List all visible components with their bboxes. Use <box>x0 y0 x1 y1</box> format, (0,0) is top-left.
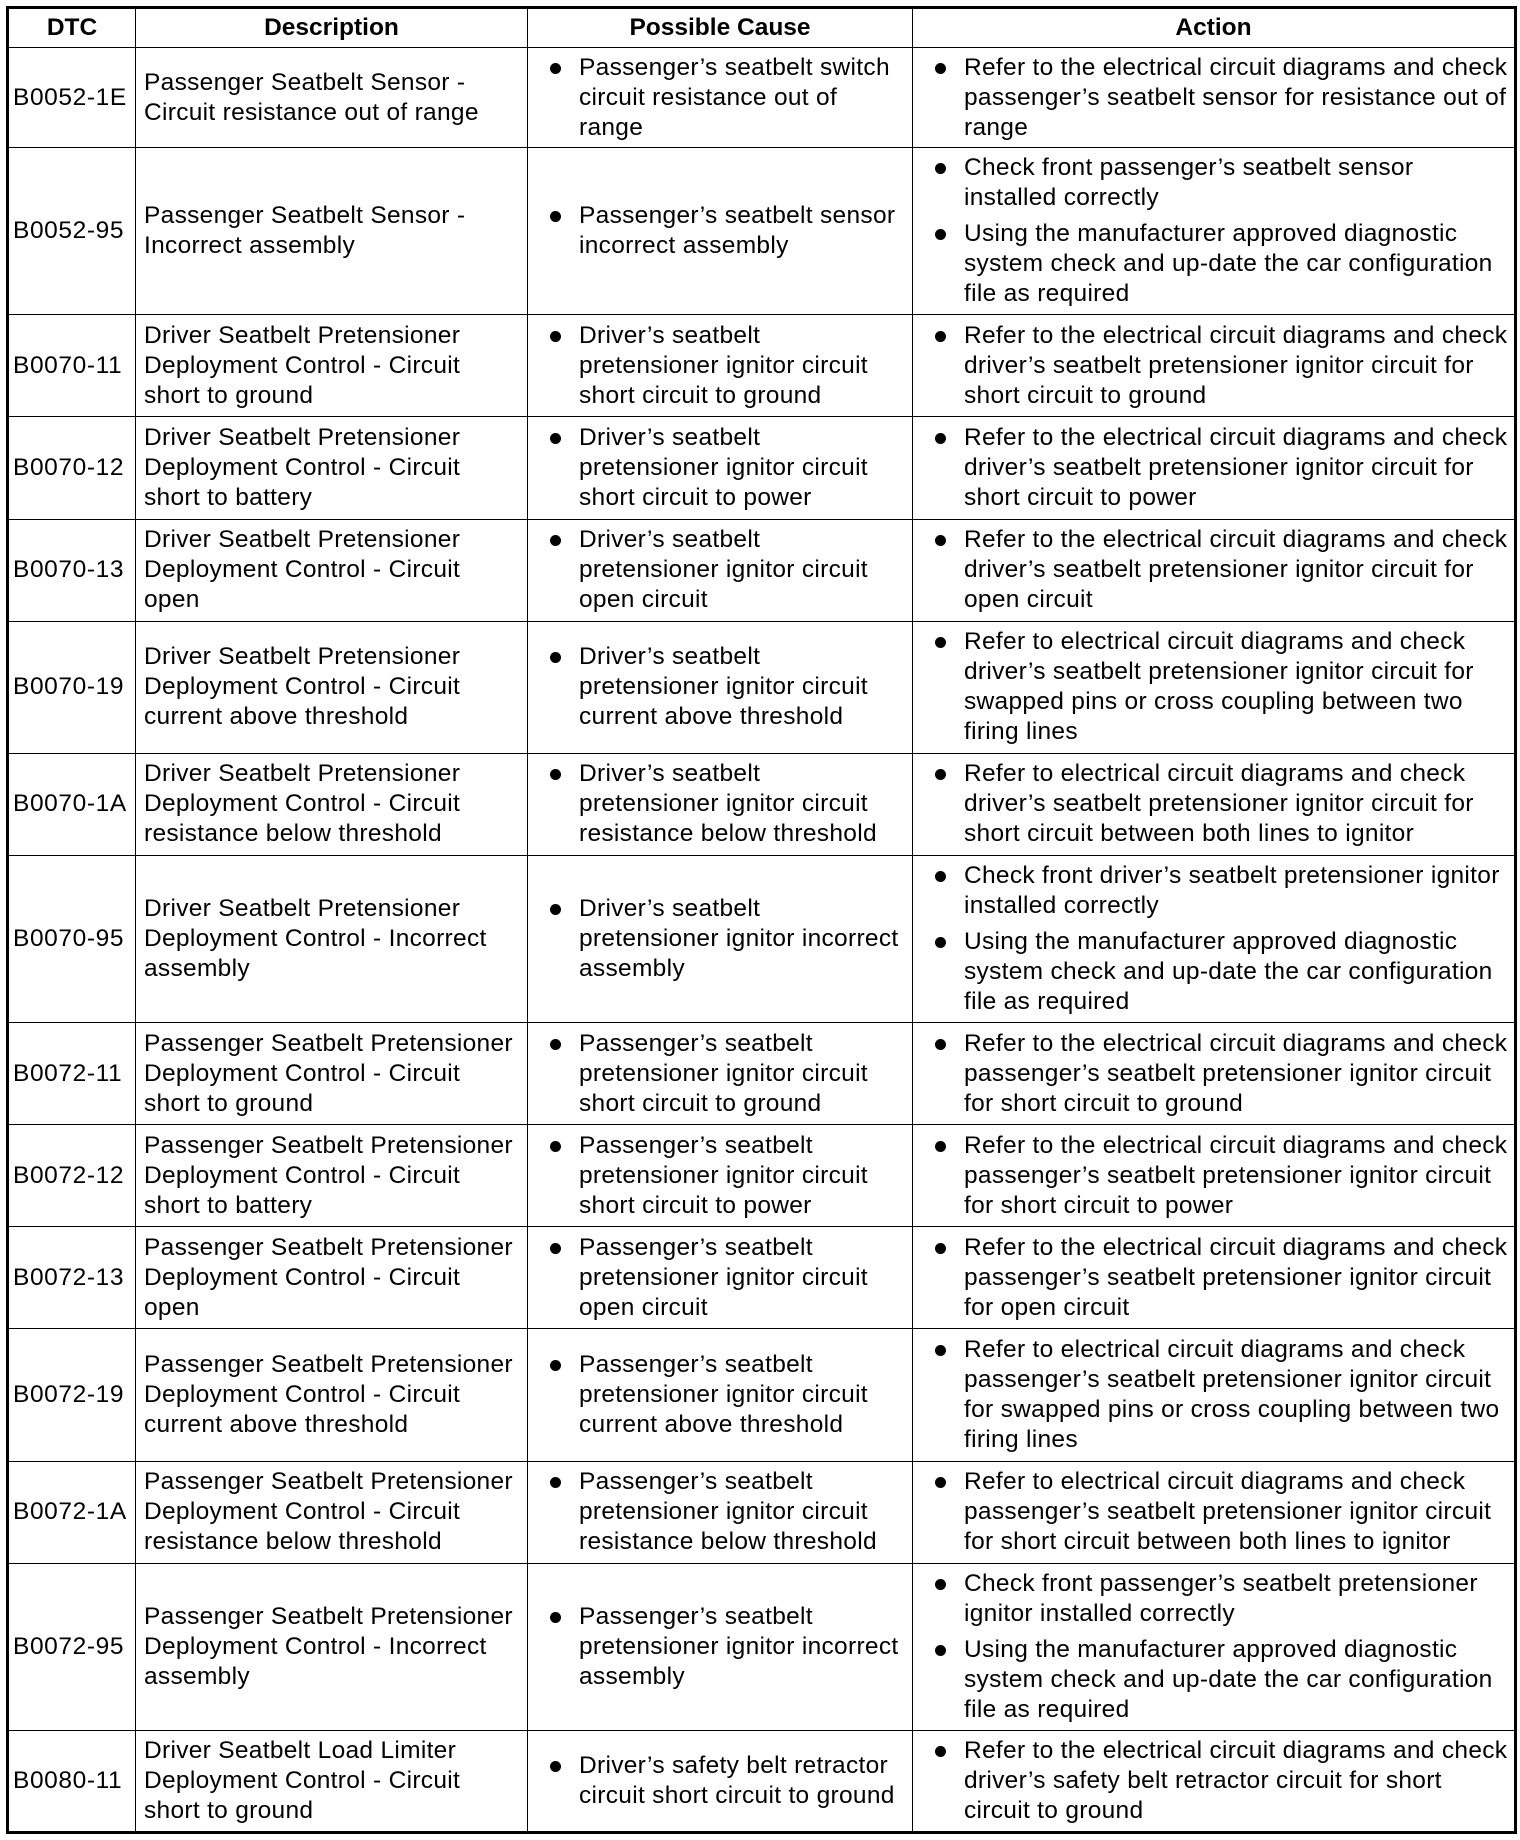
action-item: Check front passenger’s seatbelt sensor installed correctly <box>919 153 1508 213</box>
possible-cause-item: Passenger’s seatbelt pretensioner ignitor circuit short circuit to power <box>534 1131 906 1221</box>
table-row <box>8 1329 1516 1461</box>
bullet-list <box>919 1736 1508 1826</box>
table-row <box>8 1730 1516 1832</box>
possible-cause-item: Passenger’s seatbelt sensor incorrect assembly <box>534 201 906 261</box>
bullet-list <box>534 201 906 261</box>
cause-cell <box>528 519 913 621</box>
action-cell <box>913 48 1516 148</box>
dtc-description: Passenger Seatbelt Pretensioner Deployment Control - Circuit open <box>136 1227 528 1329</box>
action-item: Refer to the electrical circuit diagrams and check driver’s seatbelt pretensioner ignitor circuit for open circuit <box>919 525 1508 615</box>
dtc-code: B0070-1A <box>8 753 136 855</box>
header-action: Action <box>913 8 1516 48</box>
action-cell <box>913 1023 1516 1125</box>
header-dtc: DTC <box>8 8 136 48</box>
table-row <box>8 753 1516 855</box>
dtc-description: Driver Seatbelt Pretensioner Deployment Control - Circuit short to ground <box>136 315 528 417</box>
table-row <box>8 1227 1516 1329</box>
action-item: Refer to the electrical circuit diagrams and check driver’s seatbelt pretensioner ignitor circuit for short circuit to power <box>919 423 1508 513</box>
dtc-code: B0072-11 <box>8 1023 136 1125</box>
dtc-code: B0072-19 <box>8 1329 136 1461</box>
table-row <box>8 1563 1516 1730</box>
dtc-description: Passenger Seatbelt Pretensioner Deployment Control - Circuit short to ground <box>136 1023 528 1125</box>
cause-cell <box>528 48 913 148</box>
dtc-code: B0052-95 <box>8 148 136 315</box>
dtc-code: B0070-13 <box>8 519 136 621</box>
table-row <box>8 48 1516 148</box>
action-item: Refer to electrical circuit diagrams and check driver’s seatbelt pretensioner ignitor circuit for swapped pins or cross coupling between two firing lines <box>919 627 1508 747</box>
dtc-code: B0070-12 <box>8 417 136 519</box>
action-item: Refer to the electrical circuit diagrams and check passenger’s seatbelt pretensioner ignitor circuit for short circuit to power <box>919 1131 1508 1221</box>
action-cell <box>913 1730 1516 1832</box>
bullet-list <box>534 1602 906 1692</box>
table-row <box>8 519 1516 621</box>
possible-cause-item: Driver’s seatbelt pretensioner ignitor circuit open circuit <box>534 525 906 615</box>
bullet-list <box>534 642 906 732</box>
possible-cause-item: Driver’s seatbelt pretensioner ignitor circuit resistance below threshold <box>534 759 906 849</box>
action-item: Refer to the electrical circuit diagrams and check passenger’s seatbelt pretensioner ignitor circuit for open circuit <box>919 1233 1508 1323</box>
possible-cause-item: Passenger’s seatbelt switch circuit resistance out of range <box>534 53 906 143</box>
dtc-code: B0072-1A <box>8 1461 136 1563</box>
bullet-list <box>919 1569 1508 1725</box>
bullet-list <box>919 861 1508 1017</box>
dtc-code: B0072-95 <box>8 1563 136 1730</box>
possible-cause-item: Passenger’s seatbelt pretensioner ignitor circuit current above threshold <box>534 1350 906 1440</box>
dtc-description: Passenger Seatbelt Pretensioner Deployment Control - Circuit short to battery <box>136 1125 528 1227</box>
dtc-table <box>6 6 1517 1834</box>
dtc-code: B0070-11 <box>8 315 136 417</box>
bullet-list <box>919 759 1508 849</box>
action-cell <box>913 417 1516 519</box>
dtc-description: Passenger Seatbelt Sensor - Circuit resistance out of range <box>136 48 528 148</box>
dtc-description: Driver Seatbelt Pretensioner Deployment Control - Circuit current above threshold <box>136 621 528 753</box>
table-row <box>8 417 1516 519</box>
action-cell <box>913 1563 1516 1730</box>
dtc-description: Driver Seatbelt Pretensioner Deployment Control - Circuit short to battery <box>136 417 528 519</box>
action-cell <box>913 1125 1516 1227</box>
dtc-description: Driver Seatbelt Pretensioner Deployment Control - Circuit open <box>136 519 528 621</box>
possible-cause-item: Passenger’s seatbelt pretensioner ignitor circuit open circuit <box>534 1233 906 1323</box>
possible-cause-item: Passenger’s seatbelt pretensioner ignitor circuit short circuit to ground <box>534 1029 906 1119</box>
bullet-list <box>919 525 1508 615</box>
action-cell <box>913 1461 1516 1563</box>
action-item: Refer to electrical circuit diagrams and check driver’s seatbelt pretensioner ignitor circuit for short circuit between both lines to ignitor <box>919 759 1508 849</box>
dtc-code: B0070-19 <box>8 621 136 753</box>
bullet-list <box>919 1029 1508 1119</box>
bullet-list <box>534 759 906 849</box>
action-item: Refer to the electrical circuit diagrams and check passenger’s seatbelt pretensioner ignitor circuit for short circuit to ground <box>919 1029 1508 1119</box>
dtc-code: B0052-1E <box>8 48 136 148</box>
bullet-list <box>919 321 1508 411</box>
action-item: Using the manufacturer approved diagnostic system check and up-date the car configuration file as required <box>919 219 1508 309</box>
cause-cell <box>528 1329 913 1461</box>
possible-cause-item: Driver’s safety belt retractor circuit short circuit to ground <box>534 1751 906 1811</box>
action-item: Refer to electrical circuit diagrams and check passenger’s seatbelt pretensioner ignitor circuit for swapped pins or cross coupling between two firing lines <box>919 1335 1508 1455</box>
bullet-list <box>534 1029 906 1119</box>
dtc-description: Passenger Seatbelt Pretensioner Deployment Control - Circuit resistance below threshold <box>136 1461 528 1563</box>
bullet-list <box>919 53 1508 143</box>
bullet-list <box>919 1335 1508 1455</box>
cause-cell <box>528 1227 913 1329</box>
bullet-list <box>534 894 906 984</box>
dtc-code: B0070-95 <box>8 855 136 1022</box>
action-item: Refer to the electrical circuit diagrams and check passenger’s seatbelt sensor for resistance out of range <box>919 53 1508 143</box>
bullet-list <box>534 53 906 143</box>
dtc-description: Passenger Seatbelt Pretensioner Deployment Control - Incorrect assembly <box>136 1563 528 1730</box>
dtc-code: B0072-12 <box>8 1125 136 1227</box>
bullet-list <box>534 321 906 411</box>
dtc-description: Passenger Seatbelt Pretensioner Deployment Control - Circuit current above threshold <box>136 1329 528 1461</box>
bullet-list <box>919 627 1508 747</box>
action-item: Check front passenger’s seatbelt pretensioner ignitor installed correctly <box>919 1569 1508 1629</box>
table-row <box>8 621 1516 753</box>
cause-cell <box>528 1730 913 1832</box>
bullet-list <box>919 1233 1508 1323</box>
cause-cell <box>528 1125 913 1227</box>
bullet-list <box>919 423 1508 513</box>
bullet-list <box>534 1751 906 1811</box>
action-item: Refer to electrical circuit diagrams and check passenger’s seatbelt pretensioner ignitor circuit for short circuit between both lines to ignitor <box>919 1467 1508 1557</box>
bullet-list <box>534 525 906 615</box>
table-row <box>8 148 1516 315</box>
possible-cause-item: Driver’s seatbelt pretensioner ignitor circuit short circuit to ground <box>534 321 906 411</box>
bullet-list <box>534 1467 906 1557</box>
cause-cell <box>528 315 913 417</box>
action-cell <box>913 148 1516 315</box>
cause-cell <box>528 1461 913 1563</box>
bullet-list <box>534 1350 906 1440</box>
action-cell <box>913 315 1516 417</box>
action-item: Check front driver’s seatbelt pretensioner ignitor installed correctly <box>919 861 1508 921</box>
bullet-list <box>534 1233 906 1323</box>
action-cell <box>913 519 1516 621</box>
possible-cause-item: Driver’s seatbelt pretensioner ignitor circuit current above threshold <box>534 642 906 732</box>
table-row <box>8 315 1516 417</box>
action-cell <box>913 753 1516 855</box>
table-row <box>8 1023 1516 1125</box>
possible-cause-item: Driver’s seatbelt pretensioner ignitor incorrect assembly <box>534 894 906 984</box>
bullet-list <box>919 153 1508 309</box>
possible-cause-item: Driver’s seatbelt pretensioner ignitor circuit short circuit to power <box>534 423 906 513</box>
possible-cause-item: Passenger’s seatbelt pretensioner ignitor incorrect assembly <box>534 1602 906 1692</box>
bullet-list <box>919 1467 1508 1557</box>
dtc-description: Passenger Seatbelt Sensor - Incorrect assembly <box>136 148 528 315</box>
table-row <box>8 1125 1516 1227</box>
action-item: Using the manufacturer approved diagnostic system check and up-date the car configuration file as required <box>919 1635 1508 1725</box>
action-item: Refer to the electrical circuit diagrams and check driver’s safety belt retractor circuit for short circuit to ground <box>919 1736 1508 1826</box>
cause-cell <box>528 1563 913 1730</box>
bullet-list <box>534 423 906 513</box>
action-item: Using the manufacturer approved diagnostic system check and up-date the car configuration file as required <box>919 927 1508 1017</box>
action-cell <box>913 1329 1516 1461</box>
action-cell <box>913 855 1516 1022</box>
dtc-code: B0072-13 <box>8 1227 136 1329</box>
dtc-description: Driver Seatbelt Load Limiter Deployment Control - Circuit short to ground <box>136 1730 528 1832</box>
cause-cell <box>528 417 913 519</box>
cause-cell <box>528 1023 913 1125</box>
possible-cause-item: Passenger’s seatbelt pretensioner ignitor circuit resistance below threshold <box>534 1467 906 1557</box>
cause-cell <box>528 855 913 1022</box>
header-possible-cause: Possible Cause <box>528 8 913 48</box>
bullet-list <box>919 1131 1508 1221</box>
bullet-list <box>534 1131 906 1221</box>
action-cell <box>913 1227 1516 1329</box>
dtc-description: Driver Seatbelt Pretensioner Deployment Control - Circuit resistance below threshold <box>136 753 528 855</box>
cause-cell <box>528 753 913 855</box>
action-cell <box>913 621 1516 753</box>
cause-cell <box>528 621 913 753</box>
dtc-code: B0080-11 <box>8 1730 136 1832</box>
table-row <box>8 855 1516 1022</box>
dtc-description: Driver Seatbelt Pretensioner Deployment Control - Incorrect assembly <box>136 855 528 1022</box>
action-item: Refer to the electrical circuit diagrams and check driver’s seatbelt pretensioner ignitor circuit for short circuit to ground <box>919 321 1508 411</box>
table-row <box>8 1461 1516 1563</box>
cause-cell <box>528 148 913 315</box>
table-header-row <box>8 8 1516 48</box>
header-description: Description <box>136 8 528 48</box>
